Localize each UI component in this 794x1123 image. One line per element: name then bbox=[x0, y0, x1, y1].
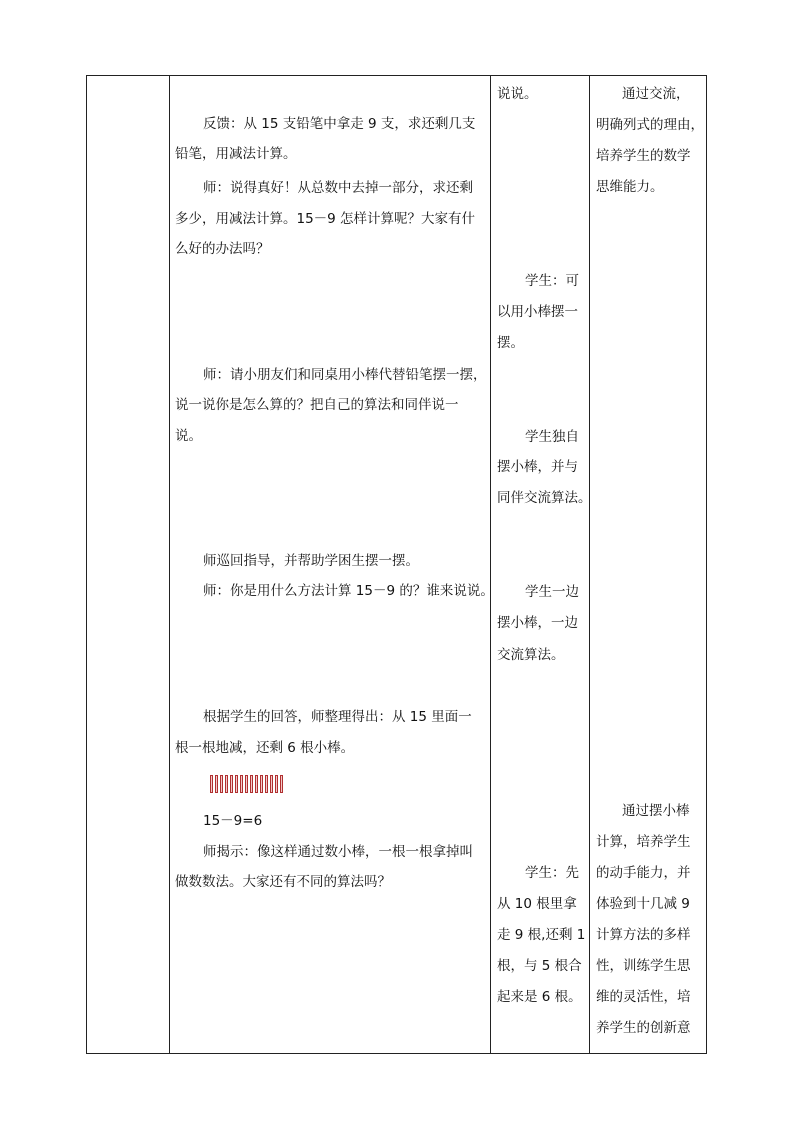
teacher-text-line: 铅笔，用减法计算。 bbox=[175, 146, 297, 162]
counting-stick bbox=[235, 775, 238, 793]
counting-stick bbox=[220, 775, 223, 793]
counting-stick bbox=[280, 775, 283, 793]
intent-text-line: 的动手能力，并 bbox=[596, 865, 691, 881]
student-text-line: 摆小棒，并与 bbox=[497, 459, 578, 475]
column-divider bbox=[490, 76, 491, 1053]
student-text-line: 摆。 bbox=[497, 335, 524, 351]
student-text-line: 走 9 根,还剩 1 bbox=[497, 927, 586, 943]
intent-text-line: 养学生的创新意 bbox=[596, 1020, 691, 1036]
intent-text-line: 思维能力。 bbox=[596, 179, 664, 195]
student-text-line: 学生：先 bbox=[525, 865, 579, 881]
student-text-line: 学生独自 bbox=[525, 429, 579, 445]
intent-text-line: 体验到十几减 9 bbox=[596, 896, 690, 912]
teacher-text-line: 师：你是用什么方法计算 15－9 的？谁来说说。 bbox=[203, 583, 494, 599]
student-text-line: 同伴交流算法。 bbox=[497, 490, 592, 506]
column-divider bbox=[169, 76, 170, 1053]
counting-stick bbox=[210, 775, 213, 793]
student-text-line: 说说。 bbox=[497, 86, 538, 102]
counting-stick bbox=[265, 775, 268, 793]
counting-stick bbox=[240, 775, 243, 793]
counting-stick bbox=[260, 775, 263, 793]
teacher-text-line: 做数数法。大家还有不同的算法吗？ bbox=[175, 874, 391, 890]
teacher-text-line: 说一说你是怎么算的？把自己的算法和同伴说一 bbox=[175, 397, 459, 413]
student-text-line: 交流算法。 bbox=[497, 647, 565, 663]
intent-text-line: 培养学生的数学 bbox=[596, 148, 691, 164]
intent-text-line: 通过交流， bbox=[622, 86, 690, 102]
intent-text-line: 性，训练学生思 bbox=[596, 958, 691, 974]
counting-stick bbox=[255, 775, 258, 793]
counting-stick bbox=[225, 775, 228, 793]
intent-text-line: 维的灵活性，培 bbox=[596, 989, 691, 1005]
teacher-text-line: 师揭示：像这样通过数小棒，一根一根拿掉叫 bbox=[203, 844, 473, 860]
counting-sticks bbox=[210, 775, 283, 793]
counting-stick bbox=[275, 775, 278, 793]
equation: 15－9=6 bbox=[203, 813, 263, 829]
student-text-line: 摆小棒，一边 bbox=[497, 615, 578, 631]
counting-stick bbox=[250, 775, 253, 793]
teacher-text-line: 根据学生的回答，师整理得出：从 15 里面一 bbox=[203, 709, 472, 725]
teacher-text-line: 师：请小朋友们和同桌用小棒代替铅笔摆一摆， bbox=[203, 367, 487, 383]
student-text-line: 根，与 5 根合 bbox=[497, 958, 582, 974]
teacher-text-line: 师：说得真好！从总数中去掉一部分，求还剩 bbox=[203, 180, 473, 196]
teacher-text-line: 多少，用减法计算。15－9 怎样计算呢？大家有什 bbox=[175, 211, 476, 227]
student-text-line: 从 10 根里拿 bbox=[497, 896, 577, 912]
teacher-text-line: 根一根地减，还剩 6 根小棒。 bbox=[175, 740, 355, 756]
teacher-text-line: 么好的办法吗？ bbox=[175, 241, 270, 257]
intent-text-line: 通过摆小棒 bbox=[622, 803, 690, 819]
teacher-text-line: 说。 bbox=[175, 428, 202, 444]
student-text-line: 学生：可 bbox=[525, 273, 579, 289]
counting-stick bbox=[245, 775, 248, 793]
counting-stick bbox=[230, 775, 233, 793]
teacher-text-line: 师巡回指导，并帮助学困生摆一摆。 bbox=[203, 553, 419, 569]
column-divider bbox=[589, 76, 590, 1053]
counting-stick bbox=[270, 775, 273, 793]
student-text-line: 起来是 6 根。 bbox=[497, 989, 582, 1005]
teacher-text-line: 反馈：从 15 支铅笔中拿走 9 支，求还剩几支 bbox=[203, 116, 476, 132]
counting-stick bbox=[215, 775, 218, 793]
student-text-line: 学生一边 bbox=[525, 584, 579, 600]
intent-text-line: 计算，培养学生 bbox=[596, 834, 691, 850]
intent-text-line: 明确列式的理由， bbox=[596, 117, 704, 133]
intent-text-line: 计算方法的多样 bbox=[596, 927, 691, 943]
student-text-line: 以用小棒摆一 bbox=[497, 304, 578, 320]
